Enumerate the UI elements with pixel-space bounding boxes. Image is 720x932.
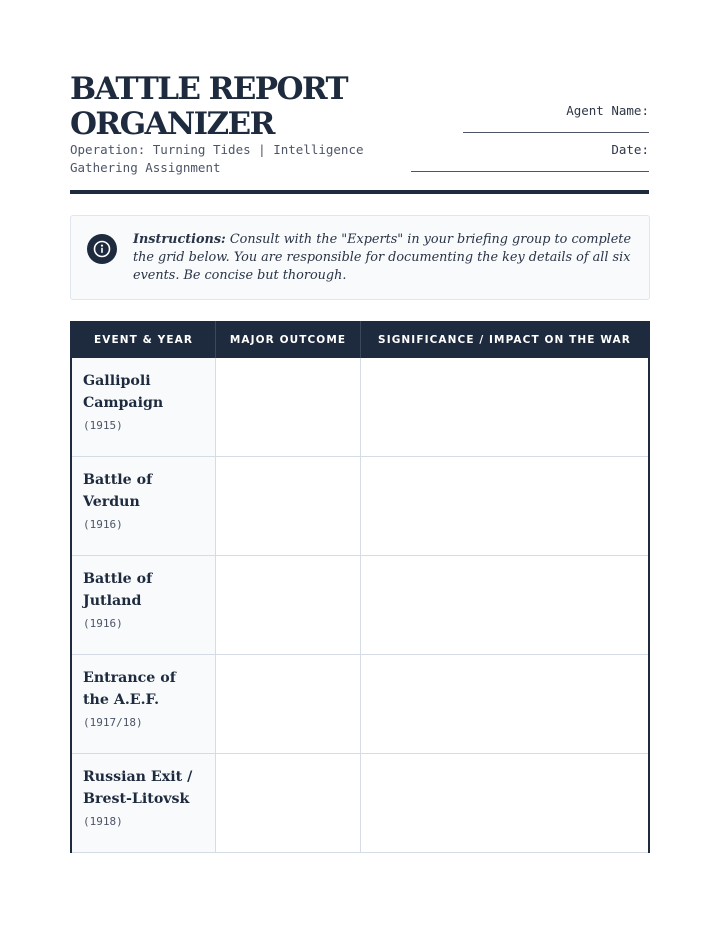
- event-year: (1915): [83, 419, 123, 432]
- page-subtitle: Operation: Turning Tides | Intelligence Gathering Assignment: [70, 142, 364, 175]
- column-header-event: EVENT & YEAR: [72, 321, 216, 358]
- event-name: Battle of Verdun: [83, 472, 153, 510]
- outcome-cell[interactable]: [216, 556, 361, 654]
- event-name: Battle of Jutland: [83, 571, 153, 609]
- event-cell: [72, 358, 216, 456]
- event-year: (1916): [83, 617, 123, 630]
- table-row: [72, 358, 648, 457]
- table-row: [72, 556, 648, 655]
- event-cell: [72, 556, 216, 654]
- outcome-cell[interactable]: [216, 457, 361, 555]
- table-header: [72, 321, 648, 358]
- event-year: (1918): [83, 815, 123, 828]
- table-row: [72, 754, 648, 853]
- battle-report-grid: [70, 321, 650, 853]
- instructions-lead: Instructions:: [133, 232, 226, 247]
- agent-name-field[interactable]: [463, 132, 649, 133]
- worksheet-header: [70, 70, 649, 194]
- outcome-cell[interactable]: [216, 358, 361, 456]
- instructions-box: [70, 215, 650, 300]
- significance-cell[interactable]: [361, 754, 648, 852]
- column-header-outcome: MAJOR OUTCOME: [216, 321, 361, 358]
- outcome-cell[interactable]: [216, 754, 361, 852]
- table-row: [72, 655, 648, 754]
- significance-cell[interactable]: [361, 655, 648, 753]
- outcome-cell[interactable]: [216, 655, 361, 753]
- info-icon: [87, 234, 117, 264]
- event-cell: [72, 457, 216, 555]
- instructions-body: Consult with the "Experts" in your briefing group to complete the grid below. You are responsible for documenting the key details of all six events. Be concise but thorough.: [133, 232, 632, 283]
- event-name: Entrance of the A.E.F.: [83, 670, 176, 708]
- date-label: Date:: [611, 142, 649, 157]
- column-header-significance: SIGNIFICANCE / IMPACT ON THE WAR: [378, 333, 631, 346]
- significance-cell[interactable]: [361, 556, 648, 654]
- event-year: (1917/18): [83, 716, 143, 729]
- instructions-text: [133, 231, 633, 285]
- significance-cell[interactable]: [361, 358, 648, 456]
- table-row: [72, 457, 648, 556]
- agent-name-label: Agent Name:: [566, 103, 649, 118]
- date-field[interactable]: [411, 171, 649, 172]
- event-year: (1916): [83, 518, 123, 531]
- event-name: Russian Exit / Brest-Litovsk: [83, 769, 193, 807]
- significance-cell[interactable]: [361, 457, 648, 555]
- page-title: BATTLE REPORT ORGANIZER: [70, 71, 347, 142]
- event-cell: [72, 754, 216, 852]
- event-name: Gallipoli Campaign: [83, 373, 164, 411]
- event-cell: [72, 655, 216, 753]
